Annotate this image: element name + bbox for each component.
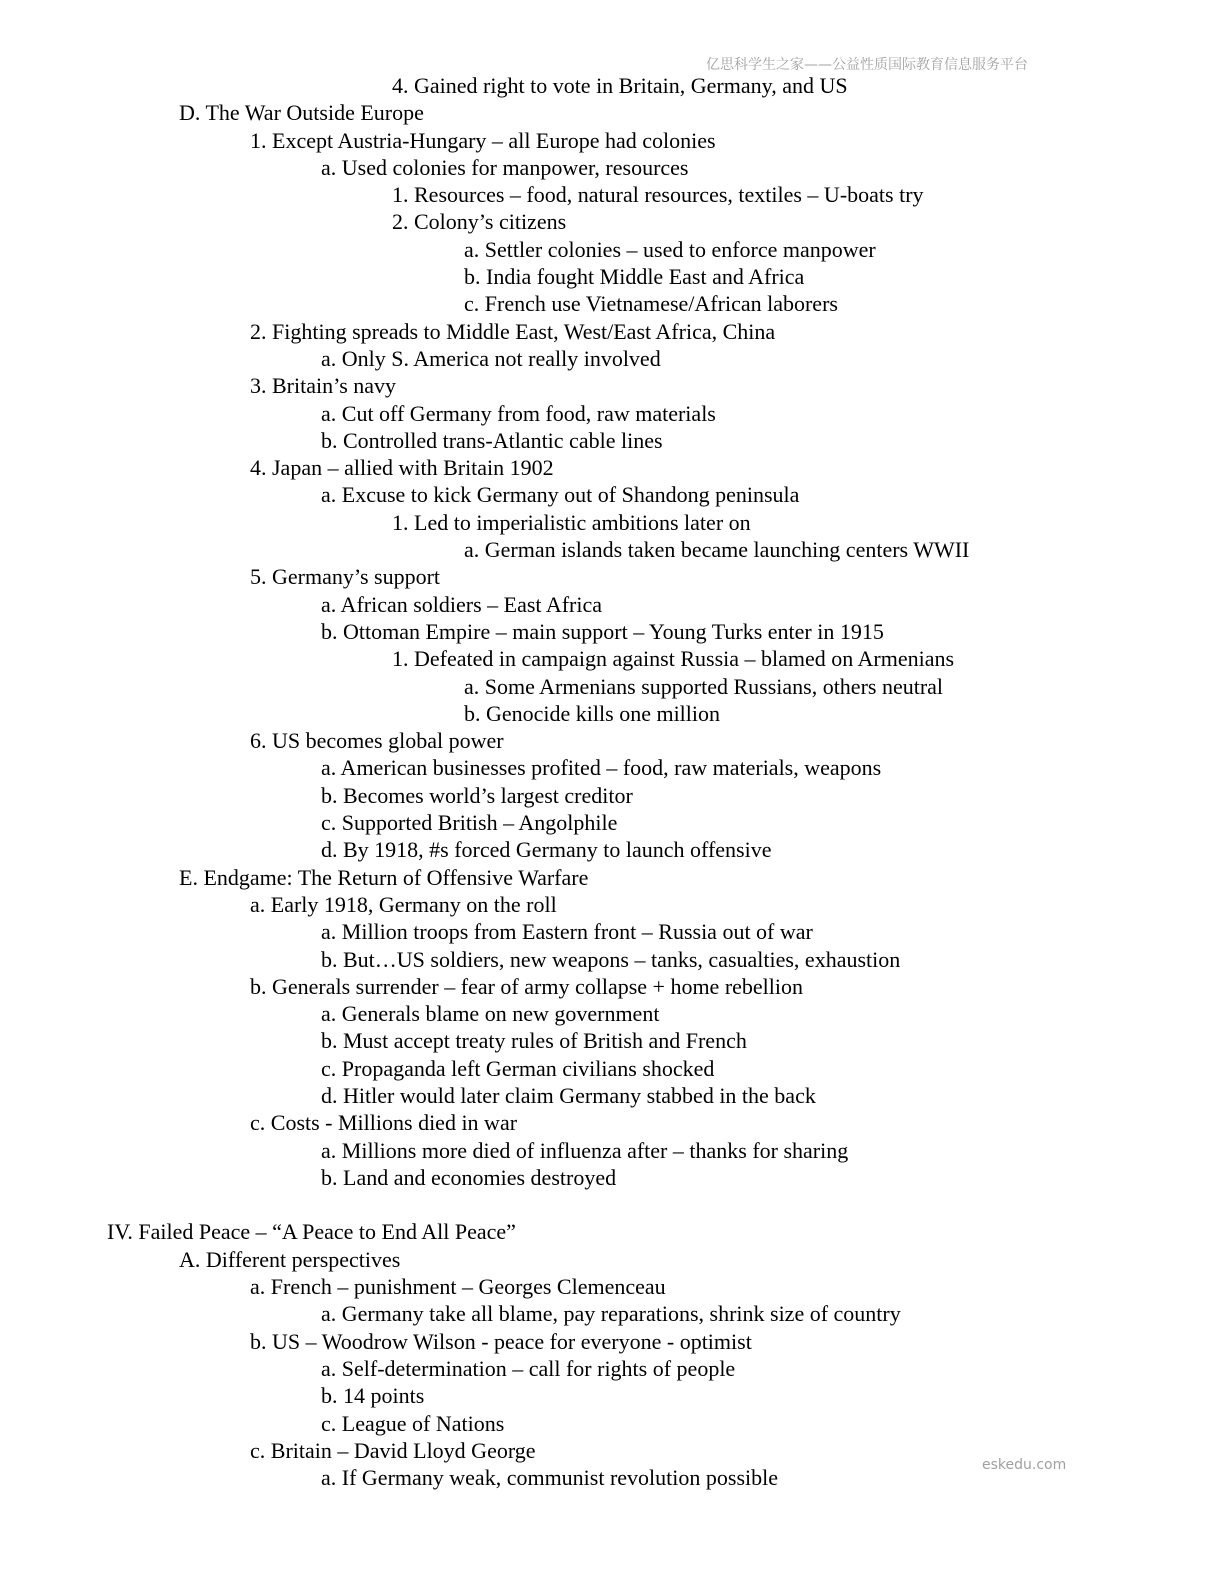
outline-item-level-3: a. African soldiers – East Africa (321, 591, 603, 617)
outline-item-level-5: a. German islands taken became launching centers WWII (464, 537, 970, 563)
outline-item-level-3: a. Only S. America not really involved (321, 345, 661, 371)
outline-item-level-3: a. Germany take all blame, pay reparations, shrink size of country (321, 1301, 901, 1327)
outline-item-level-2: 1. Except Austria-Hungary – all Europe had colonies (250, 127, 716, 153)
outline-item-level-3: c. Propaganda left German civilians shocked (321, 1055, 715, 1081)
outline-item-level-3: b. Ottoman Empire – main support – Young Turks enter in 1915 (321, 618, 884, 644)
outline-item-level-3: b. Becomes world’s largest creditor (321, 782, 633, 808)
outline-item-level-2: a. Early 1918, Germany on the roll (250, 891, 557, 917)
outline-item-level-1: A. Different perspectives (179, 1246, 401, 1272)
outline-item-level-0: IV. Failed Peace – “A Peace to End All Peace” (107, 1219, 516, 1245)
outline-item-level-4: 2. Colony’s citizens (392, 209, 567, 235)
outline-item-level-2: 2. Fighting spreads to Middle East, West/East Africa, China (250, 318, 776, 344)
outline-item-level-4: 1. Resources – food, natural resources, textiles – U-boats try (392, 182, 924, 208)
outline-item-level-1: D. The War Outside Europe (179, 100, 424, 126)
outline-item-level-5: b. Genocide kills one million (464, 700, 721, 726)
watermark-top: 亿思科学生之家——公益性质国际教育信息服务平台 (706, 57, 1028, 73)
outline-item-level-5: c. French use Vietnamese/African laborers (464, 291, 838, 317)
outline-item-level-3: b. Controlled trans-Atlantic cable lines (321, 427, 663, 453)
outline-item-level-3: a. Million troops from Eastern front – Russia out of war (321, 919, 813, 945)
outline-item-level-3: a. Generals blame on new government (321, 1001, 660, 1027)
outline-item-level-3: b. Must accept treaty rules of British and French (321, 1028, 747, 1054)
outline-item-level-3: b. Land and economies destroyed (321, 1164, 617, 1190)
outline-item-level-5: b. India fought Middle East and Africa (464, 264, 805, 290)
outline-item-level-2: 3. Britain’s navy (250, 373, 397, 399)
outline-item-level-3: a. Self-determination – call for rights of people (321, 1355, 736, 1381)
outline-item-level-4: 1. Defeated in campaign against Russia – blamed on Armenians (392, 646, 955, 672)
outline-item-level-1: E. Endgame: The Return of Offensive Warfare (179, 864, 589, 890)
outline-item-level-3: d. By 1918, #s forced Germany to launch offensive (321, 837, 772, 863)
outline-item-level-3: a. Millions more died of influenza after – thanks for sharing (321, 1137, 849, 1163)
outline-item-level-4: 1. Led to imperialistic ambitions later on (392, 509, 751, 535)
outline-item-level-3: c. League of Nations (321, 1410, 505, 1436)
outline-item-level-2: a. French – punishment – Georges Clemenceau (250, 1274, 666, 1300)
outline-item-level-2: c. Costs - Millions died in war (250, 1110, 518, 1136)
outline-item-level-2: 5. Germany’s support (250, 564, 441, 590)
outline-item-level-3: a. Excuse to kick Germany out of Shandong peninsula (321, 482, 800, 508)
outline-item-level-5: a. Some Armenians supported Russians, others neutral (464, 673, 944, 699)
outline-item-level-3: b. But…US soldiers, new weapons – tanks, casualties, exhaustion (321, 946, 901, 972)
outline-item-level-3: c. Supported British – Angolphile (321, 810, 618, 836)
outline-item-level-2: 4. Japan – allied with Britain 1902 (250, 455, 554, 481)
outline-item-level-2: b. US – Woodrow Wilson - peace for everyone - optimist (250, 1328, 752, 1354)
outline-item-level-3: d. Hitler would later claim Germany stabbed in the back (321, 1082, 816, 1108)
outline-document (0, 72, 1224, 1491)
outline-item-level-2: c. Britain – David Lloyd George (250, 1437, 536, 1463)
outline-item-level-3: b. 14 points (321, 1383, 425, 1409)
outline-item-level-3: a. Used colonies for manpower, resources (321, 154, 689, 180)
outline-item-level-4: 4. Gained right to vote in Britain, Germany, and US (392, 73, 848, 98)
outline-item-level-2: b. Generals surrender – fear of army collapse + home rebellion (250, 973, 804, 999)
watermark-bottom: eskedu.com (982, 1457, 1067, 1473)
outline-item-level-3: a. American businesses profited – food, raw materials, weapons (321, 755, 882, 781)
outline-item-level-5: a. Settler colonies – used to enforce manpower (464, 236, 876, 262)
blank-line (0, 1191, 1224, 1218)
outline-item-level-2: 6. US becomes global power (250, 728, 504, 754)
outline-item-level-3: a. Cut off Germany from food, raw materials (321, 400, 716, 426)
outline-item-level-3: a. If Germany weak, communist revolution possible (321, 1465, 779, 1491)
